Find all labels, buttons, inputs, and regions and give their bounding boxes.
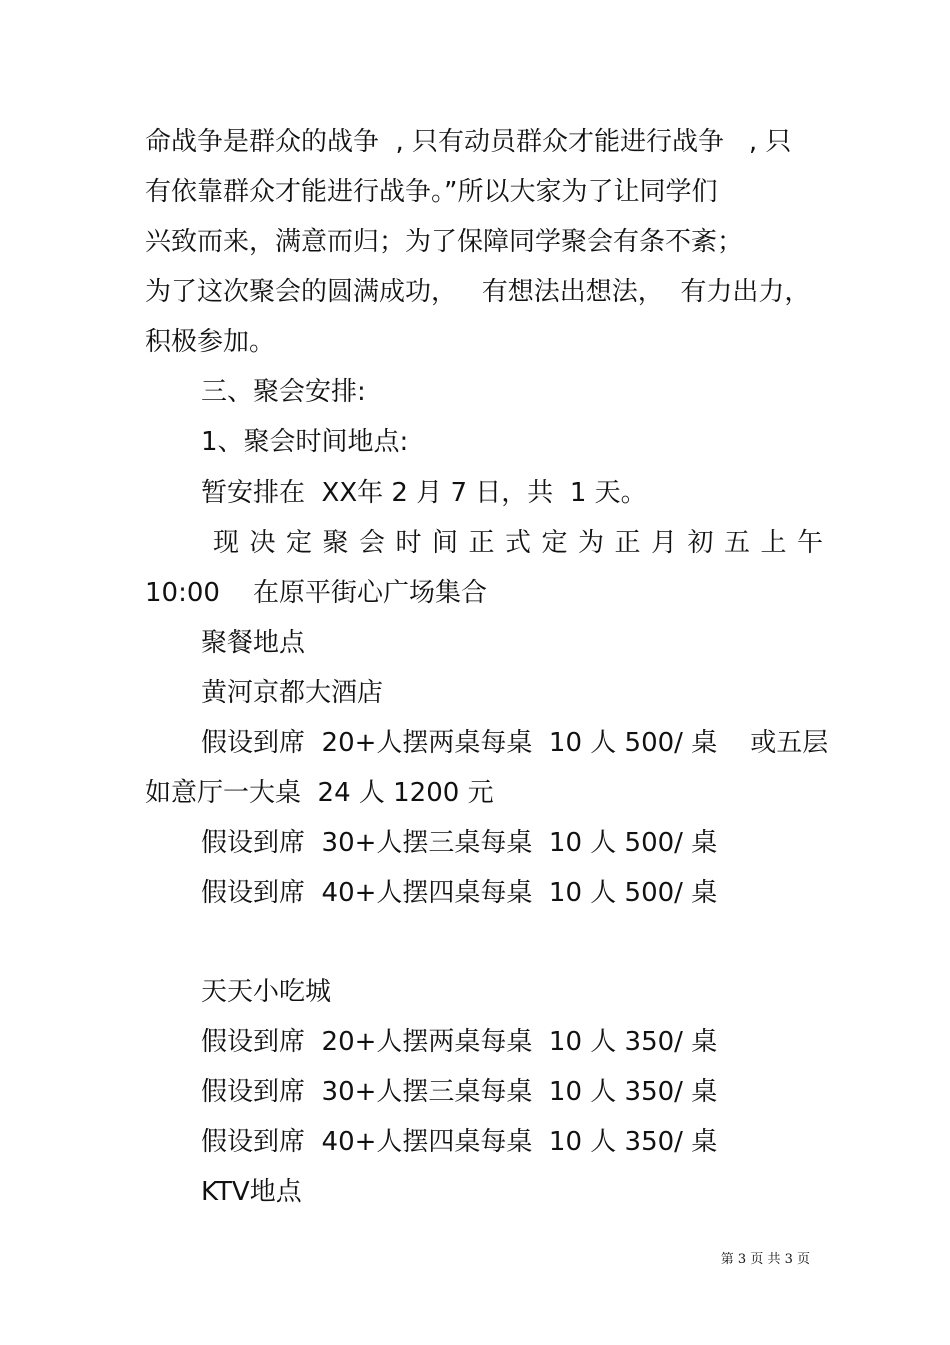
venue-name: 黄河京都大酒店 [201,678,384,708]
paragraph-line: 如意厅一大桌 24 人 1200 元 [145,778,494,808]
section-heading: 三、聚会安排: [201,377,366,407]
subsection-heading: 1、聚会时间地点: [201,427,409,457]
paragraph-line: 兴致而来，满意而归；为了保障同学聚会有条不紊； [145,227,744,257]
venue-name: 天天小吃城 [201,977,332,1007]
page-footer: 第 3 页 共 3 页 [720,1252,810,1267]
paragraph-line: 积极参加。 [145,327,276,357]
paragraph-line: 假设到席 20+人摆两桌每桌 10 人 500/ 桌 或五层 [201,728,829,758]
paragraph-line: 有依靠群众才能进行战争。”所以大家为了让同学们 [145,177,718,207]
paragraph-line: 假设到席 30+人摆三桌每桌 10 人 500/ 桌 [201,828,718,858]
paragraph-line: 暂安排在 XX年 2 月 7 日，共 1 天。 [201,478,647,508]
paragraph-line: 假设到席 40+人摆四桌每桌 10 人 500/ 桌 [201,878,718,908]
paragraph-line: 假设到席 30+人摆三桌每桌 10 人 350/ 桌 [201,1077,718,1107]
paragraph-line: 假设到席 20+人摆两桌每桌 10 人 350/ 桌 [201,1027,718,1057]
paragraph-line: 为了这次聚会的圆满成功， 有想法出想法， 有力出力， [145,277,811,307]
paragraph-line: 假设到席 40+人摆四桌每桌 10 人 350/ 桌 [201,1127,718,1157]
paragraph-line: 命战争是群众的战争 , 只有动员群众才能进行战争 , 只 [145,127,792,157]
subsection-label: KTV地点 [201,1177,302,1207]
paragraph-line: 现决定聚会时间正式定为正月初五上午 [213,528,834,558]
paragraph-line: 10:00 在原平街心广场集合 [145,578,487,608]
subsection-label: 聚餐地点 [201,628,306,658]
